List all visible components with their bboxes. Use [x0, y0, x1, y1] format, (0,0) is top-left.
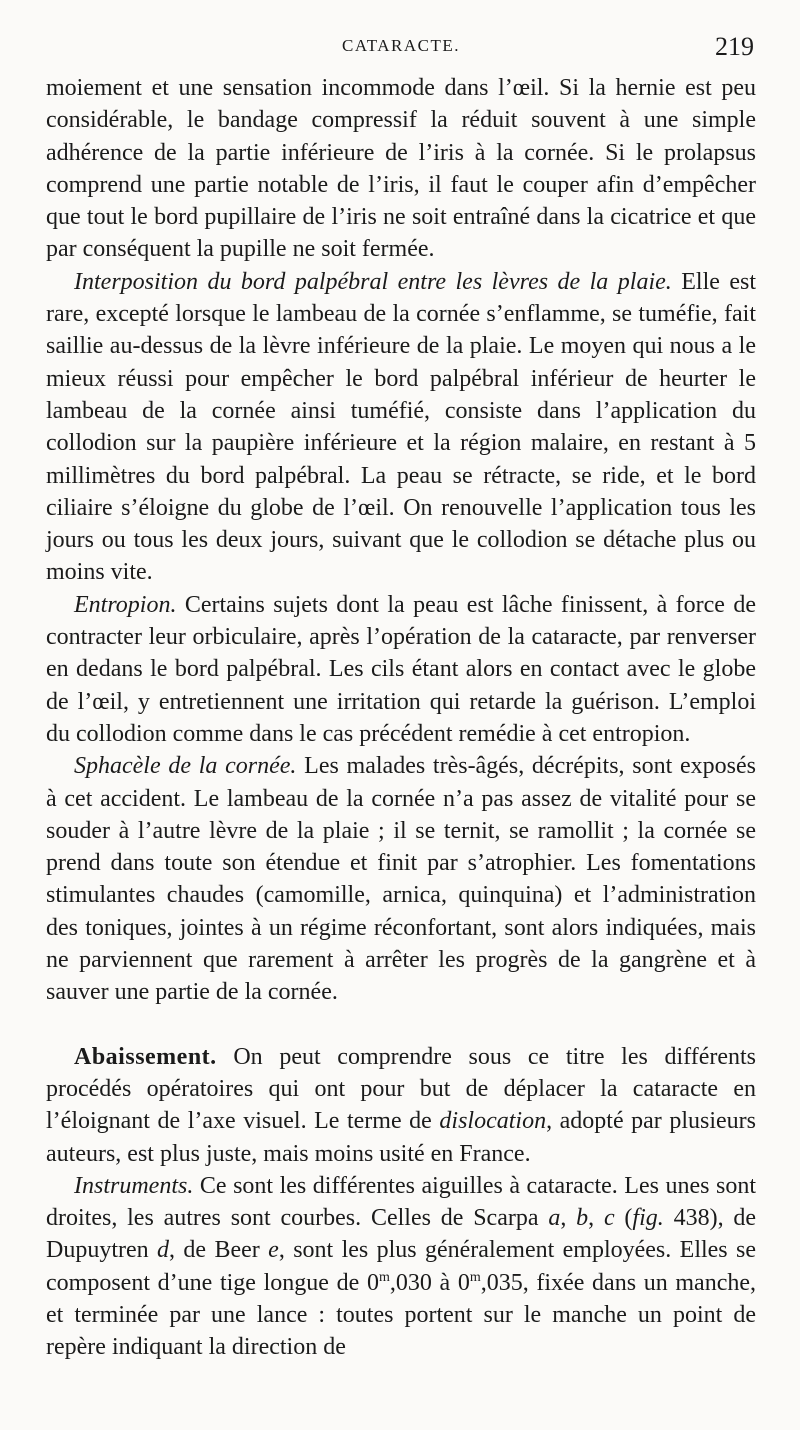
- paragraph-text: Elle est rare, excepté lorsque le lambeau de la cornée s’enflamme, se tuméfie, fait saillie au-dessus de la lèvre inférieure de la plaie. Le moyen qui nous a le mieux réussi pour empêcher le bord palpébral inférieur de heurter le lambeau de la cornée ainsi tuméfié, consiste dans l’application du collodion sur la paupière inférieure et la région malaire, en restant à 5 millimètres du bord palpébral. La peau se rétracte, se ride, et le bord ciliaire s’éloigne du globe de l’œil. On renouvelle l’application tous les jours ou tous les deux jours, suivant que le collodion se détache plus ou moins vite.: [46, 268, 757, 586]
- paragraph-text: On peut comprendre sous ce titre les différents procédés opératoires qui ont pour but de déplacer la cataracte en l’éloignant de l’axe visuel. Le terme de: [46, 1043, 756, 1135]
- paragraph-text: ,: [560, 1205, 567, 1232]
- paragraph-sphacele: [46, 750, 756, 1008]
- paragraph-text: ,035, fixée dans un manche, et terminée par une lance : toutes portent sur le manche un point de repère indiquant la direction de: [46, 1269, 756, 1361]
- paragraph-text: ,030 à 0: [389, 1269, 470, 1296]
- running-title: CATARACTE.: [341, 36, 460, 55]
- paragraph-hernia: [46, 72, 756, 266]
- figure-letter: c: [603, 1205, 615, 1232]
- paragraph-text: 438), de Dupuytren: [46, 1205, 757, 1264]
- paragraph-text: , adopté par plusieurs auteurs, est plus juste, mais moins usité en France.: [46, 1108, 757, 1167]
- figure-reference: fig.: [632, 1205, 664, 1232]
- figure-letter: b: [576, 1205, 589, 1232]
- paragraph-text: , sont les plus généralement employées. Elles se composent d’une tige longue de 0: [46, 1237, 757, 1296]
- paragraph-entropion: [46, 589, 756, 750]
- unit-superscript: m: [469, 1269, 481, 1285]
- paragraph-text: Ce sont les différentes aiguilles à cataracte. Les unes sont droites, les autres sont courbes. Celles de Scarpa: [46, 1172, 756, 1232]
- section-heading-sphacele: Sphacèle de la cornée.: [74, 753, 297, 780]
- body-text: [46, 72, 756, 1364]
- paragraph-text: , de Beer: [169, 1237, 260, 1264]
- figure-letter: a: [548, 1205, 561, 1232]
- paragraph-interposition: [46, 266, 756, 589]
- paragraph-instruments: [46, 1170, 756, 1364]
- paragraph-text: moiement et une sensation incommode dans l’œil. Si la hernie est peu considérable, le bandage compressif la réduit souvent à une simple adhérence de la partie inférieure de l’iris à la cornée. Si le prolapsus comprend une partie notable de l’iris, il faut le couper afin d’empêcher que tout le bord pupillaire de l’iris ne soit entraîné dans la cicatrice et que par conséquent la pupille ne soit fermée.: [46, 75, 756, 263]
- figure-letter: e: [268, 1237, 279, 1264]
- figure-letter: d: [157, 1237, 170, 1264]
- unit-superscript: m: [378, 1269, 390, 1285]
- section-heading-interposition: Interposition du bord palpébral entre les lèvres de la plaie.: [74, 268, 672, 295]
- paragraph-text: Certains sujets dont la peau est lâche finissent, à force de contracter leur orbiculaire, après l’opération de la cataracte, par renverser en dedans le bord palpébral. Les cils étant alors en contact avec le globe de l’œil, y entretiennent une irritation qui retarde la guérison. L’emploi du collodion comme dans le cas précédent remédie à cet entropion.: [46, 591, 756, 747]
- paragraph-text: ,: [588, 1205, 595, 1232]
- section-heading-instruments: Instruments.: [74, 1172, 194, 1199]
- paragraph-text: Les malades très-âgés, décrépits, sont exposés à cet accident. Le lambeau de la cornée n’a pas assez de vitalité pour se souder à l’autre lèvre de la plaie ; il se ternit, se ramollit ; la cornée se prend dans toute son étendue et finit par s’atrophier. Les fomentations stimulantes chaudes (camomille, arnica, quinquina) et l’administration des toniques, jointes à un régime réconfortant, sont alors indiquées, mais ne parviennent que rarement à arrêter les progrès de la gangrène et à sauver une partie de la cornée.: [46, 753, 757, 1006]
- paragraph-text: (: [624, 1205, 633, 1232]
- section-heading-abaissement: Abaissement.: [74, 1043, 217, 1070]
- page-header: [46, 30, 756, 70]
- term-dislocation: dislocation: [439, 1108, 547, 1135]
- paragraph-abaissement: [46, 1041, 756, 1170]
- section-heading-entropion: Entropion.: [74, 591, 177, 618]
- page-number: 219: [715, 32, 754, 61]
